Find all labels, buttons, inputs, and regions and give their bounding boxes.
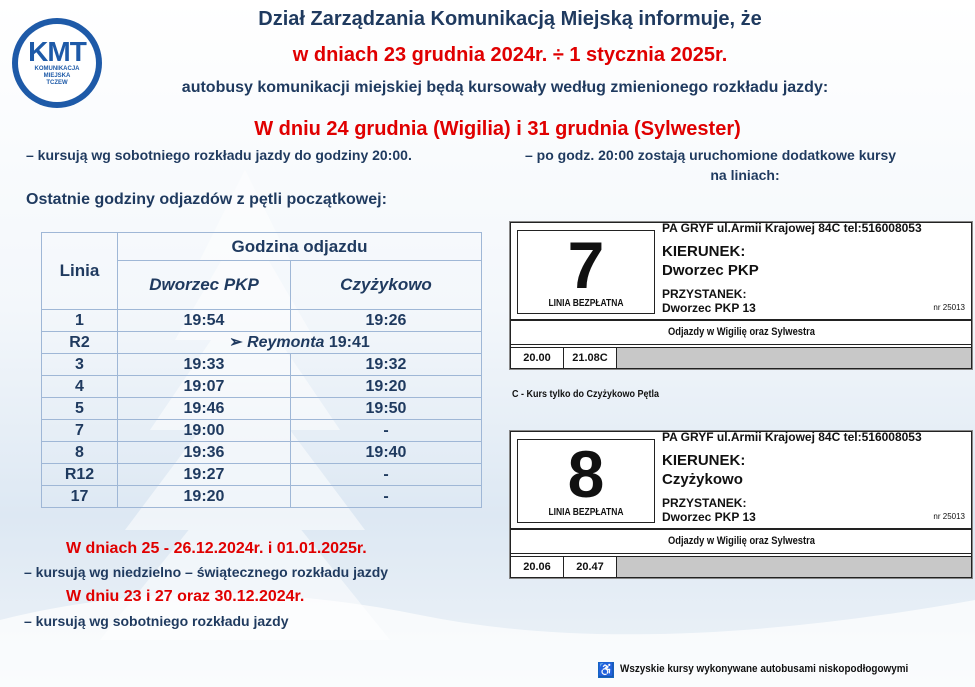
row-time-b: 19:40 — [291, 442, 482, 464]
special-days-title: W dniu 24 grudnia (Wigilia) i 31 grudnia (Sylwester) — [254, 118, 741, 140]
free-line-label: LINIA BEZPŁATNA — [548, 507, 624, 518]
last-departures-title: Ostatnie godziny odjazdów z pętli początkowej: — [26, 191, 387, 208]
row-line: 5 — [42, 398, 118, 420]
col-line-header: Linia — [42, 233, 118, 310]
table-row — [42, 354, 482, 376]
company-info: PA GRYF ul.Armii Krajowej 84C tel:516008053 — [662, 430, 922, 444]
header-date-range: w dniach 23 grudnia 2024r. ÷ 1 stycznia 2025r. — [292, 44, 728, 66]
stop-number: nr 25013 — [933, 512, 965, 521]
table-row — [42, 310, 482, 332]
row-time-a: 19:20 — [118, 486, 291, 508]
table-row — [42, 486, 482, 508]
table-row — [42, 420, 482, 442]
header-line3: autobusy komunikacji miejskiej będą kursowały według zmienionego rozkładu jazdy: — [181, 79, 829, 96]
departure-times — [511, 556, 971, 577]
row-time-b: 19:20 — [291, 376, 482, 398]
wheelchair-icon: ♿ — [598, 662, 615, 677]
holidays-note-2: – kursują wg sobotniego rozkładu jazdy — [24, 613, 289, 629]
row-time-a: 19:54 — [118, 310, 291, 332]
line-number-box — [517, 230, 655, 314]
logo-line2: MIEJSKA — [43, 73, 71, 79]
direction-label: KIERUNEK: — [662, 243, 746, 260]
row-time-a: 19:27 — [118, 464, 291, 486]
table-row — [42, 376, 482, 398]
row-time-a: 19:46 — [118, 398, 291, 420]
departures-band — [511, 321, 971, 345]
stop-label: PRZYSTANEK: — [662, 496, 747, 510]
col-dworzec-header: Dworzec PKP — [118, 261, 291, 310]
row-merged-time: 19:41 — [328, 334, 370, 351]
logo-abbr: KMT — [28, 36, 86, 67]
row-line: 1 — [42, 310, 118, 332]
times-filler — [617, 348, 971, 368]
row-time-b: - — [291, 420, 482, 442]
header-line1: Dział Zarządzania Komunikacją Miejską informuje, że — [258, 8, 762, 30]
col-czyzykowo-header: Czyżykowo — [291, 261, 482, 310]
row-line: 4 — [42, 376, 118, 398]
times-filler — [617, 557, 971, 577]
special-left-note: – kursują wg sobotniego rozkładu jazdy do godziny 20:00. — [26, 147, 412, 163]
logo-line1: KOMUNIKACJA — [34, 66, 80, 72]
stop-value: Dworzec PKP 13 — [662, 510, 756, 524]
row-time-a: 19:07 — [118, 376, 291, 398]
stop-value: Dworzec PKP 13 — [662, 301, 756, 315]
arrow-icon: ➢ — [229, 334, 243, 351]
row-line: R12 — [42, 464, 118, 486]
departure-time: 20.47 — [564, 557, 617, 577]
departure-times — [511, 347, 971, 368]
footer-note: Wszyskie kursy wykonywane autobusami niskopodłogowymi — [620, 663, 909, 675]
table-row — [42, 464, 482, 486]
timetable-card-line-8 — [510, 431, 972, 578]
line-number-box — [517, 439, 655, 523]
row-time-a: 19:00 — [118, 420, 291, 442]
row-time-b: 19:50 — [291, 398, 482, 420]
stop-label: PRZYSTANEK: — [662, 287, 747, 301]
row-line: 3 — [42, 354, 118, 376]
departure-time: 20.06 — [511, 557, 564, 577]
row-line: 8 — [42, 442, 118, 464]
row-time-b: - — [291, 464, 482, 486]
direction-label: KIERUNEK: — [662, 452, 746, 469]
departures-band-text: Odjazdy w Wigilię oraz Sylwestra — [667, 535, 815, 547]
holidays-title-2: W dniu 23 i 27 oraz 30.12.2024r. — [66, 588, 305, 605]
row-line: 7 — [42, 420, 118, 442]
departures-band-text: Odjazdy w Wigilię oraz Sylwestra — [667, 326, 815, 338]
direction-value: Czyżykowo — [662, 471, 743, 488]
direction-value: Dworzec PKP — [662, 262, 759, 279]
departure-time: 20.00 — [511, 348, 564, 368]
table-row — [42, 332, 482, 354]
row-time-a: 19:33 — [118, 354, 291, 376]
card-note: C - Kurs tylko do Czyżykowo Pętla — [512, 389, 660, 400]
row-line: R2 — [42, 332, 118, 354]
row-time-b: 19:26 — [291, 310, 482, 332]
table-row — [42, 442, 482, 464]
holidays-title-1: W dniach 25 - 26.12.2024r. i 01.01.2025r. — [66, 540, 367, 557]
departures-band — [511, 530, 971, 554]
row-merged-cell — [118, 332, 482, 354]
row-time-a: 19:36 — [118, 442, 291, 464]
holidays-note-1: – kursują wg niedzielno – świątecznego rozkładu jazdy — [24, 564, 389, 580]
company-info: PA GRYF ul.Armii Krajowej 84C tel:516008053 — [662, 221, 922, 235]
row-time-b: - — [291, 486, 482, 508]
row-merged-place: Reymonta — [247, 334, 325, 351]
free-line-label: LINIA BEZPŁATNA — [548, 298, 624, 309]
line-number: 8 — [567, 437, 605, 511]
special-right-note-1: – po godz. 20:00 zostają uruchomione dodatkowe kursy — [525, 147, 897, 163]
row-time-b: 19:32 — [291, 354, 482, 376]
col-group-header: Godzina odjazdu — [118, 233, 482, 261]
logo-line3: TCZEW — [46, 80, 68, 86]
departure-time: 21.08C — [564, 348, 617, 368]
kmt-logo — [12, 18, 102, 108]
stop-number: nr 25013 — [933, 303, 965, 312]
row-line: 17 — [42, 486, 118, 508]
table-row — [42, 398, 482, 420]
special-right-note-2: na liniach: — [710, 167, 780, 183]
line-number: 7 — [567, 228, 605, 302]
departures-table — [41, 232, 482, 508]
timetable-card-line-7 — [510, 222, 972, 369]
